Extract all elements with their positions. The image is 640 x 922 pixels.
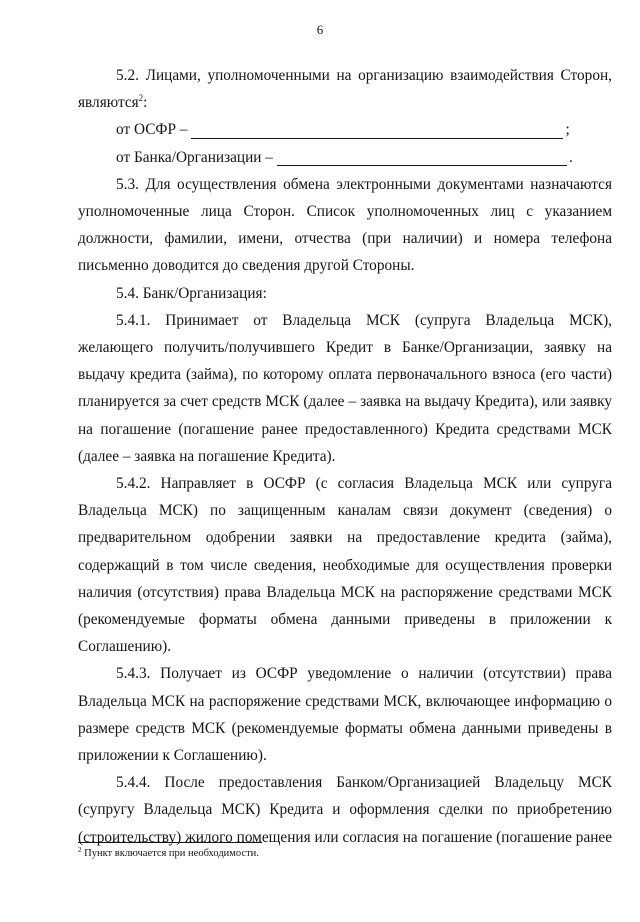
paragraph-5-3: 5.3. Для осуществления обмена электронными документами назначаются уполномоченные лица Сторон. Список уполномоченных лиц с указанием должности, фамилии, имени, отчества (при наличии) и номера телефона письменно доводится до сведения другой Стороны. bbox=[78, 175, 612, 275]
bank-line-end: . bbox=[568, 148, 573, 166]
paragraph-5-2 bbox=[78, 62, 612, 116]
paragraph-5-4-4: 5.4.4. После предоставления Банком/Организацией Владельцу МСК (супругу Владельца МСК) Кредита и оформления сделки по приобретению (строительству) жилого помещения или согласия на погашение (погашение ранее bbox=[78, 774, 612, 846]
paragraph-5-2-text: 5.2. Лицами, уполномоченными на организацию взаимодействия Сторон, являются bbox=[78, 67, 612, 112]
footnote-reference: 2 bbox=[138, 93, 144, 104]
bank-label: от Банка/Организации – bbox=[116, 148, 273, 166]
footnote-separator bbox=[78, 842, 262, 843]
osfr-representative-blank[interactable] bbox=[191, 121, 563, 139]
bank-representative-line bbox=[78, 144, 612, 171]
osfr-label: от ОСФР – bbox=[116, 121, 188, 139]
page-number: 6 bbox=[316, 22, 324, 37]
bank-representative-blank[interactable] bbox=[277, 148, 567, 166]
osfr-representative-line bbox=[78, 116, 612, 143]
paragraph-5-4-1: 5.4.1. Принимает от Владельца МСК (супруга Владельца МСК), желающего получить/получившего Кредит в Банке/Организации, заявку на выдачу кредита (займа), по которому оплата первоначального взноса (его части) планируется за счет средств МСК (далее – заявка на выдачу Кредита), или заявку на погашение (погашение ранее предоставленного) Кредита средствами МСК (далее – заявка на погашение Кредита). bbox=[78, 311, 612, 465]
paragraph-5-4: 5.4. Банк/Организация: bbox=[116, 284, 267, 302]
osfr-line-end: ; bbox=[565, 121, 570, 139]
paragraph-5-4-2: 5.4.2. Направляет в ОСФР (с согласия Владельца МСК или супруга Владельца МСК) по защищенным каналам связи документ (сведения) о предварительном одобрении заявки на предоставление кредита (займа), содержащий в том числе сведения, необходимые для осуществления проверки наличия (отсутствия) права Владельца МСК на распоряжение средствами МСК (рекомендуемые форматы обмена данными приведены в приложении к Соглашению). bbox=[78, 475, 612, 656]
document-body bbox=[78, 62, 612, 851]
footnote-marker: 2 bbox=[78, 846, 82, 854]
paragraph-5-4-3: 5.4.3. Получает из ОСФР уведомление о наличии (отсутствии) права Владельца МСК на распоряжение средствами МСК, включающее информацию о размере средств МСК (рекомендуемые форматы обмена данными приведены в приложении к Соглашению). bbox=[78, 665, 612, 765]
footnote-text: Пункт включается при необходимости. bbox=[84, 848, 259, 859]
footnote bbox=[78, 847, 259, 861]
paragraph-5-2-colon: : bbox=[143, 94, 148, 112]
